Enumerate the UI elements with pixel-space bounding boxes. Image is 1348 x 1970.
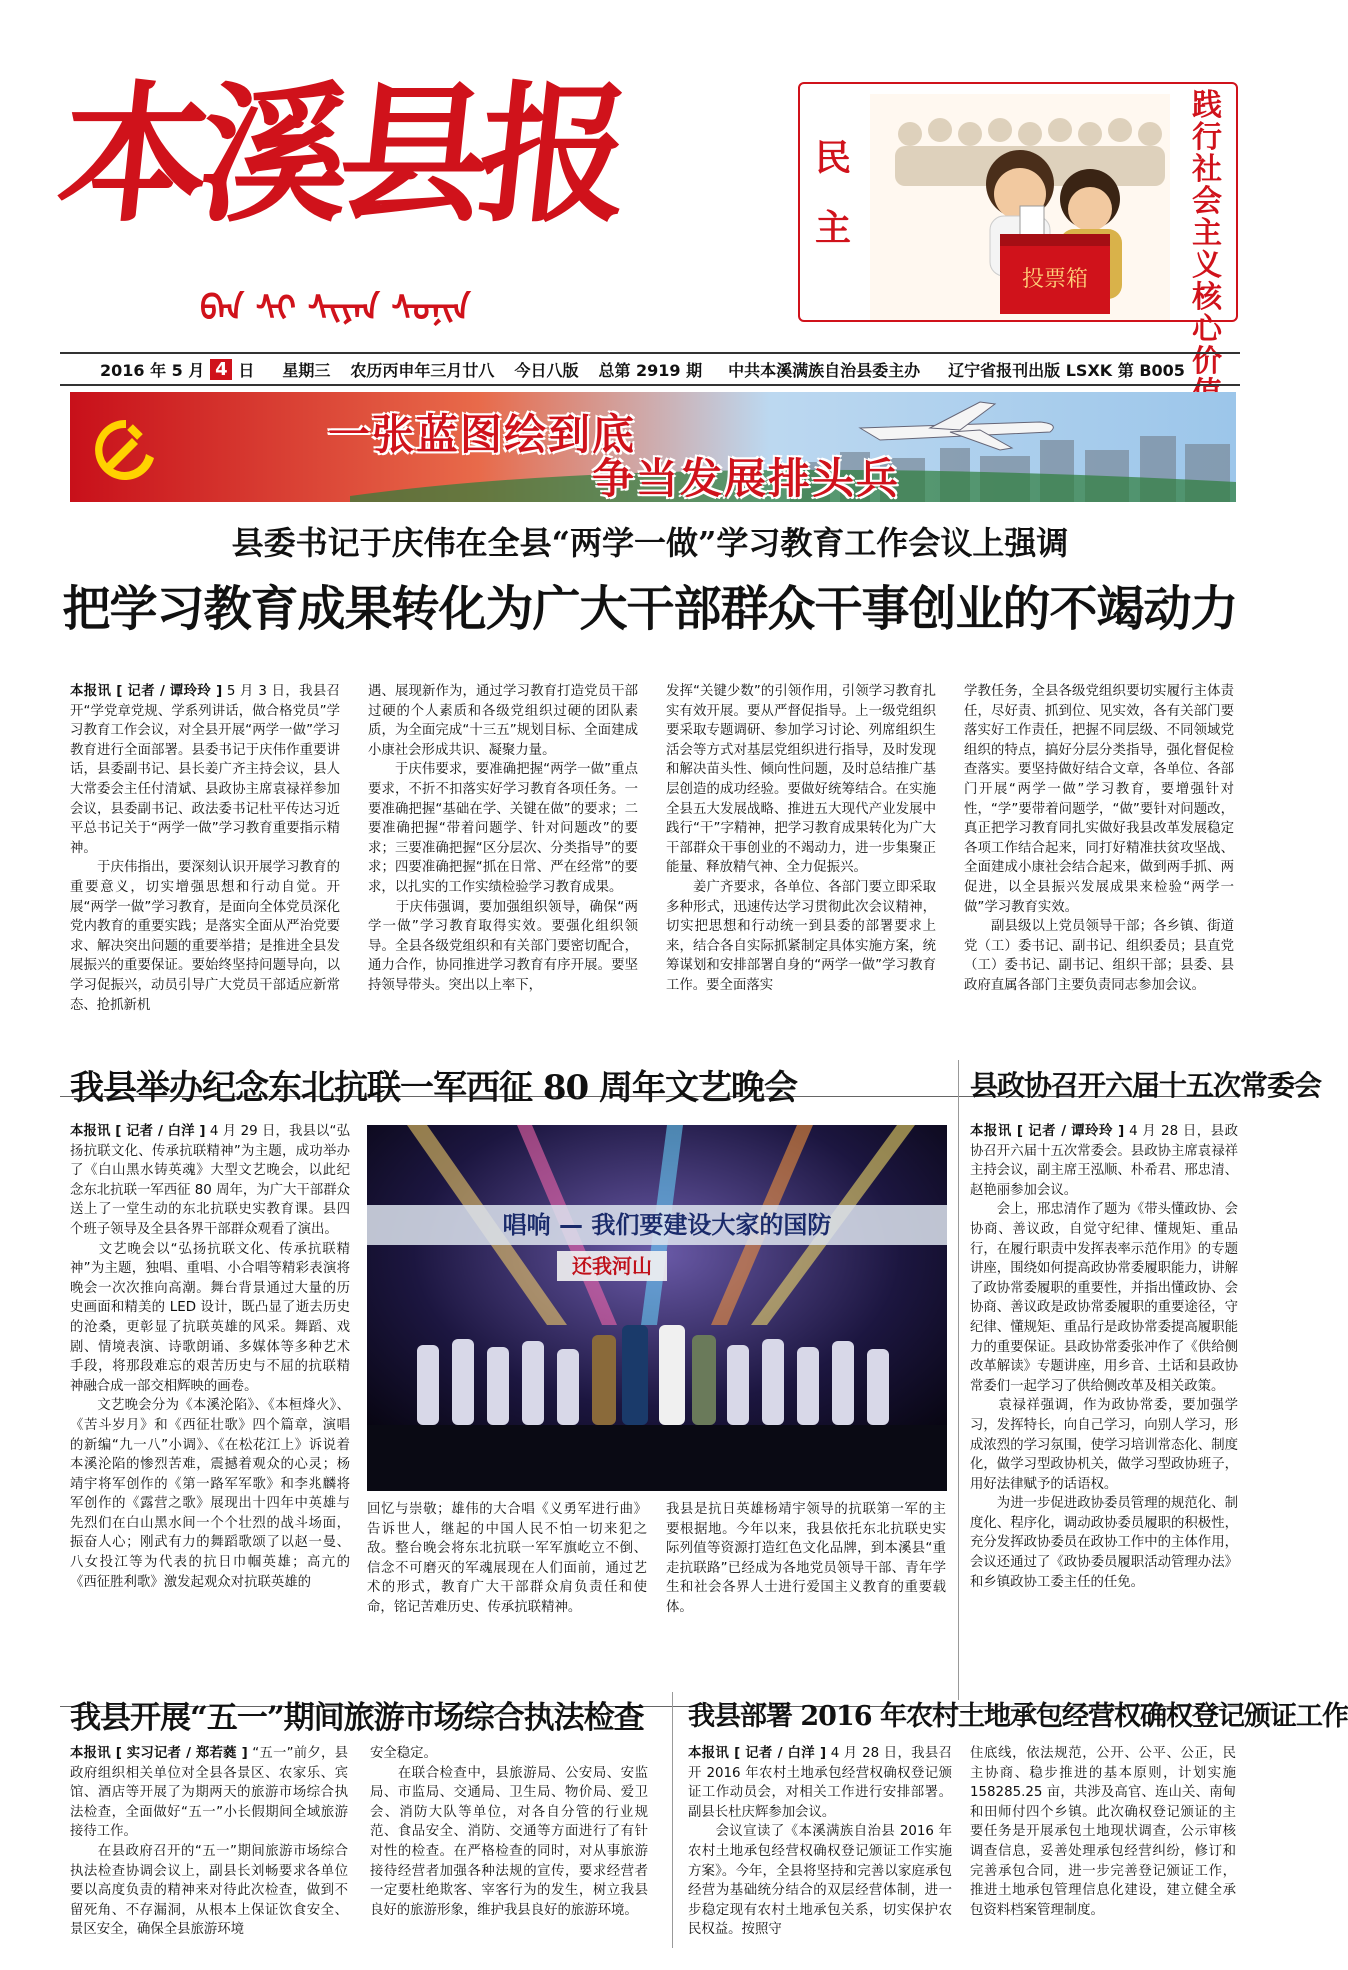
issue-number: 总第 2919 期 bbox=[598, 360, 703, 380]
date-prefix: 2016 年 5 月 bbox=[100, 360, 205, 380]
land-column-2: 住底线，依法规范，公开、公平、公正，民主协商、稳步推进的基本原则，计划实施 158285.25 亩，共涉及高官、连山关、南甸和田师付四个乡镇。此次确权登记颁证的主要任务是开展承包土地现状调查，公示审核调查信息，妥善处理承包经营纠纷，修订和完善承包合同，进一步完善登记颁证工作，推进土地承包管理信息化建设，建立健全承包资料档案管理制度。 bbox=[970, 1746, 1241, 1918]
lead-text-1: 5 月 3 日，我县召开“学党章党规、学系列讲话，做合格党员”学习教育工作会议，对全县开展“两学一做”学习教育进行全面部署。县委书记于庆伟作重要讲话，县委副书记、县长姜广齐主持会议，县人大常委会主任付清斌、县政协主席袁禄祥参加会议，县委副书记、政法委书记杜平传达习近平总书记关于“两学一做”学习教育重要指示精神。 于庆伟指出，要深刻认识开展学习教育的重要意义，切实增强思想和行动自觉。开展“两学一做”学习教育，是面向全体党员深化党内教育的重要实践；是落实全面从严治党要求、解决突出问题的重要举措；是推进全县发展振兴的重要保证。要始终坚持问题导向，以学习促振兴，动员引导广大党员干部适应新常态、抢抓新机 bbox=[70, 684, 340, 1013]
cppcc-column-1 bbox=[970, 1122, 1238, 1690]
banner-line-2: 争当发展排头兵 bbox=[592, 454, 901, 503]
ballot-box-label: 投票箱 bbox=[1021, 267, 1089, 292]
lead-column-2: 遇、展现新作为，通过学习教育打造党员干部过硬的个人素质和各级党组织过硬的团队素质，为全面完成“十三五”规划目标、全面建成小康社会形成共识、凝聚力量。 于庆伟要求，要准确把握“两学一做”重点要求，不折不扣落实好学习教育各项任务。一要准确把握“基础在学、关键在做”的要求；二要准确把握“带着问题学、针对问题改”的要求；三要准确把握“区分层次、分类指导”的要求；四要准确把握“抓在日常、严在经常”的要求，以扎实的工作实绩检验学习教育成果。 于庆伟强调，要加强组织领导，确保“两学一做”学习教育取得实效。要强化组织领导。全县各级党组织和有关部门要密切配合，通力合作，协同推进学习教育有序开展。要坚持领导带头。突出以上率下， bbox=[368, 684, 638, 993]
column-divider-2 bbox=[672, 1692, 673, 1948]
stage-screen-text: 唱响 — 我们要建设大家的国防 bbox=[502, 1211, 832, 1239]
ballot-illustration bbox=[870, 94, 1170, 320]
gala-byline: 本报讯 [ 记者 / 白洋 ] bbox=[70, 1124, 206, 1139]
banner-line-1: 一张蓝图绘到底 bbox=[328, 410, 637, 459]
slogan-banner bbox=[70, 392, 1236, 502]
gala-headline: 我县举办纪念东北抗联一军西征 80 周年文艺晚会 bbox=[70, 1068, 797, 1108]
newspaper-title: 本溪县报 bbox=[50, 67, 630, 243]
gala-text-1: 4 月 29 日，我县以“弘扬抗联文化、传承抗联精神”为主题，成功举办了《白山黑水铸英魂》大型文艺晚会，以此纪念东北抗联一军西征 80 周年，为广大干部群众送上了一堂生动的东北抗联史实教育课。县四个班子领导及全县各界干部群众观看了演出。 文艺晚会以“弘扬抗联文化、传承抗联精神”为主题，独唱、重唱、小合唱等精彩表演将晚会一次次推向高潮。舞台背景通过大量的历史画面和精美的 LED 设计，既凸显了逝去历史的沧桑，更彰显了抗联英雄的风采。舞蹈、戏剧、情境表演、诗歌朗诵、多媒体等多种艺术手段，将那段难忘的艰苦历史与不屈的抗联精神融合成一部交相辉映的画卷。 文艺晚会分为《本溪沦陷》、《本桓烽火》、《苦斗岁月》和《西征壮歌》四个篇章，演唱的新编“九一八”小调》、《在松花江上》诉说着本溪沦陷的惨烈苦难，震撼着观众的心灵；杨靖宇将军创作的《第一路军军歌》和李兆麟将军创作的《露营之歌》展现出十四年中英雄与先烈们在白山黑水间一个个壮烈的战斗场面，振奋人心；刚武有力的舞蹈歌颂了以赵一曼、八女投江等为代表的抗日巾帼英雄；高亢的《西征胜利歌》激发起观众对抗联英雄的 bbox=[70, 1124, 350, 1590]
cppcc-text-1: 4 月 28 日，县政协召开六届十五次常委会。县政协主席袁禄祥主持会议，副主席王泓顺、朴希君、邢忠清、赵艳丽参加会议。 会上，邢忠清作了题为《带头懂政协、会协商、善议政，自觉守纪律、懂规矩、重品行，在履行职责中发挥表率示范作用》的专题讲座，围绕如何提高政协常委履职能力，讲解了政协常委履职的重要性，并指出懂政协、会协商、善议政是政协常委履职的重要途径，守纪律、懂规矩、重品行是政协常委提高履职能力的重要保证。县政协常委张冲作了《供给侧改革解读》专题讲座，用乡音、土话和县政协常委们一起学习了供给侧改革及相关政策。 袁禄祥强调，作为政协常委，要加强学习，发挥特长，向自己学习，向别人学习，形成浓烈的学习氛围，使学习培训常态化、制度化，做学习型政协机关，做学习型政协班子，用好法律赋予的话语权。 为进一步促进政协委员管理的规范化、制度化、程序化，调动政协委员履职的积极性，充分发挥政协委员在政协工作中的主体作用，会议还通过了《政协委员履职活动管理办法》和乡镇政协工委主任的任免。 bbox=[970, 1124, 1238, 1590]
page-count: 今日八版 bbox=[514, 360, 579, 380]
lunar-date: 农历丙申年三月廿八 bbox=[350, 360, 495, 380]
stage-sign-text: 还我河山 bbox=[572, 1254, 652, 1278]
gala-column-1 bbox=[70, 1122, 350, 1690]
lead-headline: 把学习教育成果转化为广大干部群众干事创业的不竭动力 bbox=[62, 581, 1238, 637]
lead-column-1 bbox=[70, 682, 340, 1084]
lead-column-4: 学教任务，全县各级党组织要切实履行主体责任，尽好责、抓到位、见实效，各有关部门要落实好工作责任，把握不同层级、不同领域党组织的特点，搞好分层分类指导，强化督促检查落实。要坚持做好结合文章，各单位、各部门开展“两学一做”学习教育，要增强针对性，“学”要带着问题学，“做”要针对问题改，真正把学习教育同扎实做好我县改革发展稳定各项工作结合起来，同打好精准扶贫攻坚战、全面建成小康社会结合起来，做到两手抓、两促进，以全县振兴发展成果来检验“两学一做”学习教育实效。 副县级以上党员领导干部；各乡镇、街道党（工）委书记、副书记、组织委员；县直党（工）委书记、副书记、组织干部；县委、县政府直属各部门主要负责同志参加会议。 bbox=[964, 684, 1234, 993]
cppcc-byline: 本报讯 [ 记者 / 谭玲玲 ] bbox=[970, 1124, 1125, 1139]
date-suffix: 日 bbox=[238, 360, 255, 380]
license: 辽宁省报刊出版 LSXK 第 B005 bbox=[948, 360, 1185, 380]
tourism-headline: 我县开展“五一”期间旅游市场综合执法检查 bbox=[70, 1700, 644, 1736]
date-day: 4 bbox=[210, 359, 232, 380]
gala-column-3: 我县是抗日英雄杨靖宇领导的抗联第一军的主要根据地。今年以来，我县依托东北抗联史实际列值等资源打造红色文化品牌，到本溪县“重走抗联路”已经成为各地党员领导干部、青年学生和社会各界人士进行爱国主义教育的重要载体。 bbox=[666, 1502, 946, 1615]
tourism-byline: 本报讯 [ 实习记者 / 郑若蕤 ] bbox=[70, 1746, 248, 1761]
slogan-core-values: 践行社会主义核心价 bbox=[1192, 88, 1222, 379]
dateline bbox=[60, 352, 1240, 386]
publisher: 中共本溪满族自治县委主办 bbox=[728, 360, 921, 380]
lead-byline: 本报讯 [ 记者 / 谭玲玲 ] bbox=[70, 684, 223, 699]
lead-column-3: 发挥“关键少数”的引领作用，引领学习教育扎实有效开展。要从严督促指导。上一级党组织要采取专题调研、参加学习讨论、列席组织生活会等方式对基层党组织进行指导，及时发现和解决苗头性、倾向性问题，及时总结推广基层创造的成功经验。要做好统筹结合。在实施全县五大发展战略、推进五大现代产业发展中践行“干”字精神，把学习教育成果转化为广大干部群众干事创业的不竭动力，进一步集聚正能量、释放精气神、全力促振兴。 姜广齐要求，各单位、各部门要立即采取多种形式，迅速传达学习贯彻此次会议精神，切实把思想和行动统一到县委的部署要求上来，结合各自实际抓紧制定具体实施方案，统筹谋划和安排部署自身的“两学一做”学习教育工作。要全面落实 bbox=[666, 684, 936, 993]
land-byline: 本报讯 [ 记者 / 白洋 ] bbox=[688, 1746, 827, 1761]
stage-performance-image bbox=[367, 1125, 947, 1491]
cppcc-headline: 县政协召开六届十五次常委会 bbox=[970, 1069, 1322, 1102]
column-divider bbox=[958, 1060, 959, 1700]
land-text-1: 4 月 28 日，我县召开 2016 年农村土地承包经营权确权登记颁证工作动员会，对相关工作进行安排部署。副县长杜庆辉参加会议。 会议宣读了《本溪满族自治县 2016 年农村土地承包经营权确权登记颁证工作实施方案》。今年，全县将坚持和完善以家庭承包经营为基础统分结合的双层经营体制，进一步稳定现有农村土地承包关系，切实保护农民权益。按照守 bbox=[688, 1746, 952, 1938]
gala-column-2: 回忆与崇敬；雄伟的大合唱《义勇军进行曲》告诉世人，继起的中国人民不怕一切来犯之敌。整台晚会将东北抗联一军军旗屹立不倒、信念不可磨灭的军魂展现在人们面前，通过艺术的形式，教育广大干部群众肩负责任和使命，铭记苦难历史、传承抗联精神。 bbox=[367, 1502, 647, 1615]
land-column-1 bbox=[688, 1744, 952, 1944]
slogan-democracy: 民主 bbox=[814, 138, 851, 249]
tourism-column-1 bbox=[70, 1744, 348, 1944]
tourism-text-1: “五一”前夕，县政府组织相关单位对全县各景区、农家乐、宾馆、酒店等开展了为期两天的旅游市场综合执法检查，全面做好“五一”小长假期间全域旅游接待工作。 在县政府召开的“五一”期间旅游市场综合执法检查协调会议上，副县长刘畅要求各单位要以高度负责的精神来对待此次检查，做到不留死角、不存漏洞，从根本上保证饮食安全、景区安全，确保全县旅游环境 bbox=[70, 1746, 348, 1938]
land-headline: 我县部署 2016 年农村土地承包经营权确权登记颁证工作 bbox=[688, 1701, 1348, 1732]
mongolian-title: ᠪᠡᠨ ᠰᠢ ᠰᠢᠶᠠᠨ ᠰᠤᠨᠢᠨ bbox=[200, 289, 471, 329]
gala-photo bbox=[367, 1125, 947, 1491]
tourism-column-2: 安全稳定。 在联合检查中，县旅游局、公安局、安监局、市监局、交通局、卫生局、物价局、爱卫会、消防大队等单位，对各自分管的行业规范、食品安全、消防、交通等方面进行了有针对性的检查。在严格检查的同时，对从事旅游接待经营者加强各种法规的宣传，要求经营者一定要杜绝欺客、宰客行为的发生，树立我县良好的旅游形象，维护我县良好的旅游环境。 bbox=[370, 1746, 648, 1918]
lead-kicker: 县委书记于庆伟在全县“两学一做”学习教育工作会议上强调 bbox=[231, 524, 1069, 562]
masthead bbox=[50, 60, 680, 329]
weekday: 星期三 bbox=[282, 360, 331, 380]
